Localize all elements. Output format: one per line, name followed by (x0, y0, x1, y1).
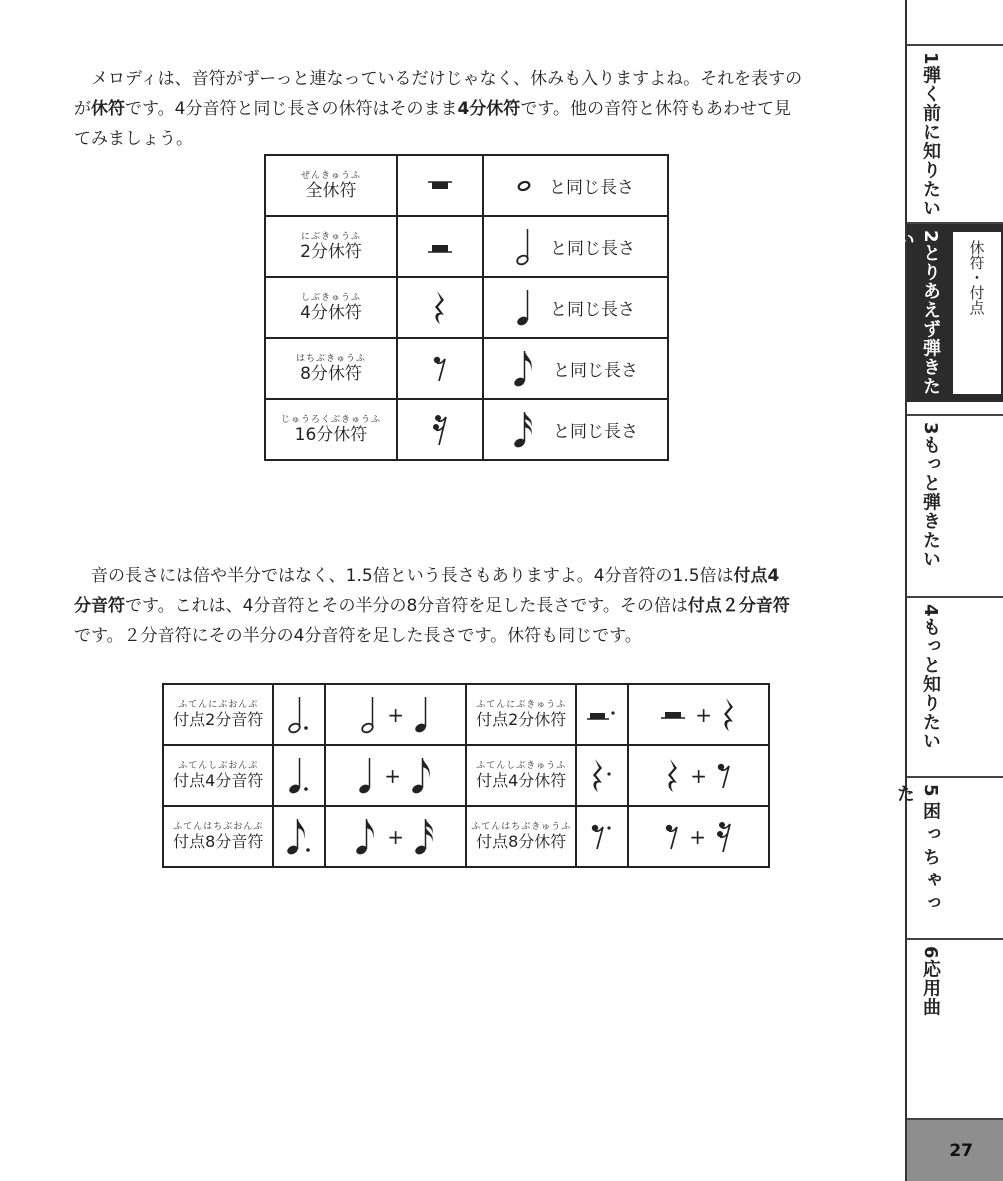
chapter-number: 3 (920, 422, 941, 436)
half-rest-icon (661, 708, 685, 722)
plus-sign: + (689, 824, 707, 849)
same-length-text: と同じ長さ (550, 239, 635, 259)
dotted-rest-cell (576, 806, 628, 867)
rest-sum-cell (628, 745, 769, 806)
equivalent-cell (483, 338, 668, 399)
rest-sum-cell (628, 684, 769, 745)
bold-term: 休符 (91, 99, 125, 119)
chapter-number: 6 (920, 946, 941, 960)
dotted-table (162, 683, 770, 868)
rest-name-cell (265, 338, 397, 399)
table-row (163, 684, 769, 745)
bold-term: 付点２分音符 (687, 596, 790, 616)
text-run: です。他の音符と休符もあわせて見 (520, 99, 791, 119)
ruby-text: ふてんにぶおんぷ (178, 699, 259, 710)
table-row (265, 399, 668, 460)
eighth-note-icon (513, 349, 535, 389)
rest-sum-cell (628, 806, 769, 867)
text-run: メロディは、音符がずーっと連なっているだけじゃなく、休みも入りますよね。それを表すの (91, 69, 803, 89)
intro-paragraph (74, 64, 874, 154)
rest-symbol-cell (397, 338, 483, 399)
rest-symbol-cell (397, 155, 483, 216)
rest-name-cell (265, 399, 397, 460)
table-row (265, 277, 668, 338)
rest-name-cell (265, 277, 397, 338)
text-run: です。２分音符にその半分の4分音符を足した長さです。休符も同じです。 (74, 626, 642, 646)
dotted-rest-name-cell (466, 684, 576, 745)
table-row (163, 745, 769, 806)
chapter-label: 応用曲 (920, 959, 941, 1017)
rest-symbol-cell (397, 277, 483, 338)
ruby-text: ふてんにぶきゅうふ (476, 699, 567, 710)
text-run: です。4分音符と同じ長さの休符はそのまま (125, 99, 458, 119)
text-run: が (74, 99, 91, 119)
same-length-text: と同じ長さ (553, 422, 638, 442)
dotted-rest-name: 付点2分休符 (476, 709, 567, 729)
dotted-note-name: 付点2分音符 (173, 709, 264, 729)
equivalent-cell (483, 277, 668, 338)
ruby-text: ふてんはちぶおんぷ (173, 821, 264, 832)
text-run: です。これは、4分音符とその半分の8分音符を足した長さです。その倍は (125, 596, 688, 616)
table-row (265, 338, 668, 399)
rest-name-cell (265, 155, 397, 216)
dotted-eighth-rest-icon (591, 823, 613, 851)
dotted-half-rest-icon (587, 708, 617, 724)
dotted-note-cell (273, 806, 325, 867)
quarter-rest-icon (722, 697, 736, 733)
chapter-tab-6[interactable] (907, 938, 1003, 1118)
chapter-label: とりあえず弾きたい (894, 230, 941, 396)
chapter-number: 5 (920, 784, 941, 802)
page-number-text: 27 (949, 1140, 973, 1161)
whole-note-icon (517, 180, 531, 192)
table-row (265, 155, 668, 216)
ruby-text: ふてんしぶおんぷ (178, 760, 259, 771)
equivalent-cell (483, 155, 668, 216)
dotted-rest-name-cell (466, 745, 576, 806)
rest-name: 全休符 (305, 180, 357, 201)
dotted-quarter-rest-icon (591, 758, 613, 794)
chapter-number: 2 (920, 230, 941, 244)
same-length-text: と同じ長さ (553, 361, 638, 381)
plus-sign: + (690, 763, 708, 788)
eighth-note-icon (355, 817, 377, 857)
dotted-rest-cell (576, 745, 628, 806)
chapter-sidebar (894, 0, 1003, 1181)
rest-name: 8分休符 (300, 363, 362, 384)
plus-sign: + (387, 824, 405, 849)
chapter-tab-5[interactable] (894, 776, 1003, 938)
same-length-text: と同じ長さ (550, 300, 635, 320)
dotted-note-name: 付点8分音符 (173, 831, 264, 851)
section-label: 休符・付点 (967, 240, 986, 315)
note-sum-cell (325, 684, 466, 745)
sixteenth-note-icon (414, 817, 436, 857)
dotted-rest-cell (576, 684, 628, 745)
chapter-label: 困っちゃった (894, 784, 941, 917)
rest-symbol-cell (397, 216, 483, 277)
quarter-rest-icon (666, 758, 680, 794)
bold-term: 分音符 (74, 596, 125, 616)
rest-name-cell (265, 216, 397, 277)
dotted-rest-name: 付点4分休符 (476, 770, 567, 790)
table-row (265, 216, 668, 277)
dotted-rest-name-cell (466, 806, 576, 867)
ruby-text: ふてんはちぶきゅうふ (471, 821, 572, 832)
text-run: 音の長さには倍や半分ではなく、1.5倍という長さもありますよ。4分音符の1.5倍は (91, 566, 734, 586)
quarter-rest-icon (433, 290, 447, 326)
same-length-text: と同じ長さ (549, 178, 634, 198)
eighth-rest-icon (717, 762, 731, 790)
half-note-icon (516, 227, 532, 267)
plus-sign: + (695, 702, 713, 727)
rest-name: 4分休符 (300, 302, 362, 323)
ruby-text: ふてんしぶきゅうふ (476, 760, 567, 771)
plus-sign: + (387, 702, 405, 727)
sixteenth-rest-icon (716, 820, 732, 854)
chapter-tab-4[interactable] (907, 596, 1003, 776)
sixteenth-note-icon (513, 410, 535, 450)
section-subtab (953, 232, 1001, 394)
quarter-note-icon (414, 695, 430, 735)
quarter-note-icon (358, 756, 374, 796)
chapter-tab-2[interactable] (894, 222, 1003, 402)
plus-sign: + (384, 763, 402, 788)
dotted-rest-name: 付点8分休符 (476, 831, 567, 851)
ruby-text: ぜんきゅうふ (300, 170, 361, 181)
note-sum-cell (325, 806, 466, 867)
rest-table (264, 154, 669, 461)
dotted-eighth-note-icon (286, 817, 312, 857)
chapter-tab-3[interactable] (907, 414, 1003, 596)
eighth-rest-icon (665, 823, 679, 851)
whole-rest-icon (428, 180, 452, 194)
bold-term: 付点4 (733, 566, 780, 586)
ruby-text: にぶきゅうふ (300, 231, 361, 242)
quarter-note-icon (516, 288, 532, 328)
chapter-number: 4 (920, 604, 941, 618)
table-row (163, 806, 769, 867)
half-rest-icon (428, 241, 452, 255)
dotted-note-name-cell (163, 745, 273, 806)
ruby-text: じゅうろくぶきゅうふ (280, 414, 381, 425)
text-run: てみましょう。 (74, 129, 193, 149)
sixteenth-rest-icon (432, 413, 448, 447)
equivalent-cell (483, 399, 668, 460)
dotted-quarter-note-icon (288, 756, 310, 796)
bold-term: 4分休符 (457, 99, 521, 119)
dotted-note-cell (273, 745, 325, 806)
note-sum-cell (325, 745, 466, 806)
rest-name: 2分休符 (300, 241, 362, 262)
dotted-note-paragraph (74, 561, 874, 651)
rest-symbol-cell (397, 399, 483, 460)
chapter-tab-1[interactable] (907, 44, 1003, 222)
dotted-half-note-icon (288, 695, 310, 735)
eighth-rest-icon (433, 355, 447, 383)
ruby-text: はちぶきゅうふ (295, 353, 366, 364)
ruby-text: しぶきゅうふ (300, 292, 361, 303)
chapter-label: もっと弾きたい (920, 435, 941, 569)
page-number (907, 1118, 1003, 1181)
dotted-note-name-cell (163, 806, 273, 867)
half-note-icon (361, 695, 377, 735)
rest-name: 16分休符 (294, 424, 368, 445)
chapter-label: 弾く前に知りたい (920, 65, 941, 218)
eighth-note-icon (411, 756, 433, 796)
dotted-note-name: 付点4分音符 (173, 770, 264, 790)
dotted-note-name-cell (163, 684, 273, 745)
equivalent-cell (483, 216, 668, 277)
chapter-number: 1 (920, 52, 941, 66)
chapter-label: もっと知りたい (920, 617, 941, 751)
dotted-note-cell (273, 684, 325, 745)
